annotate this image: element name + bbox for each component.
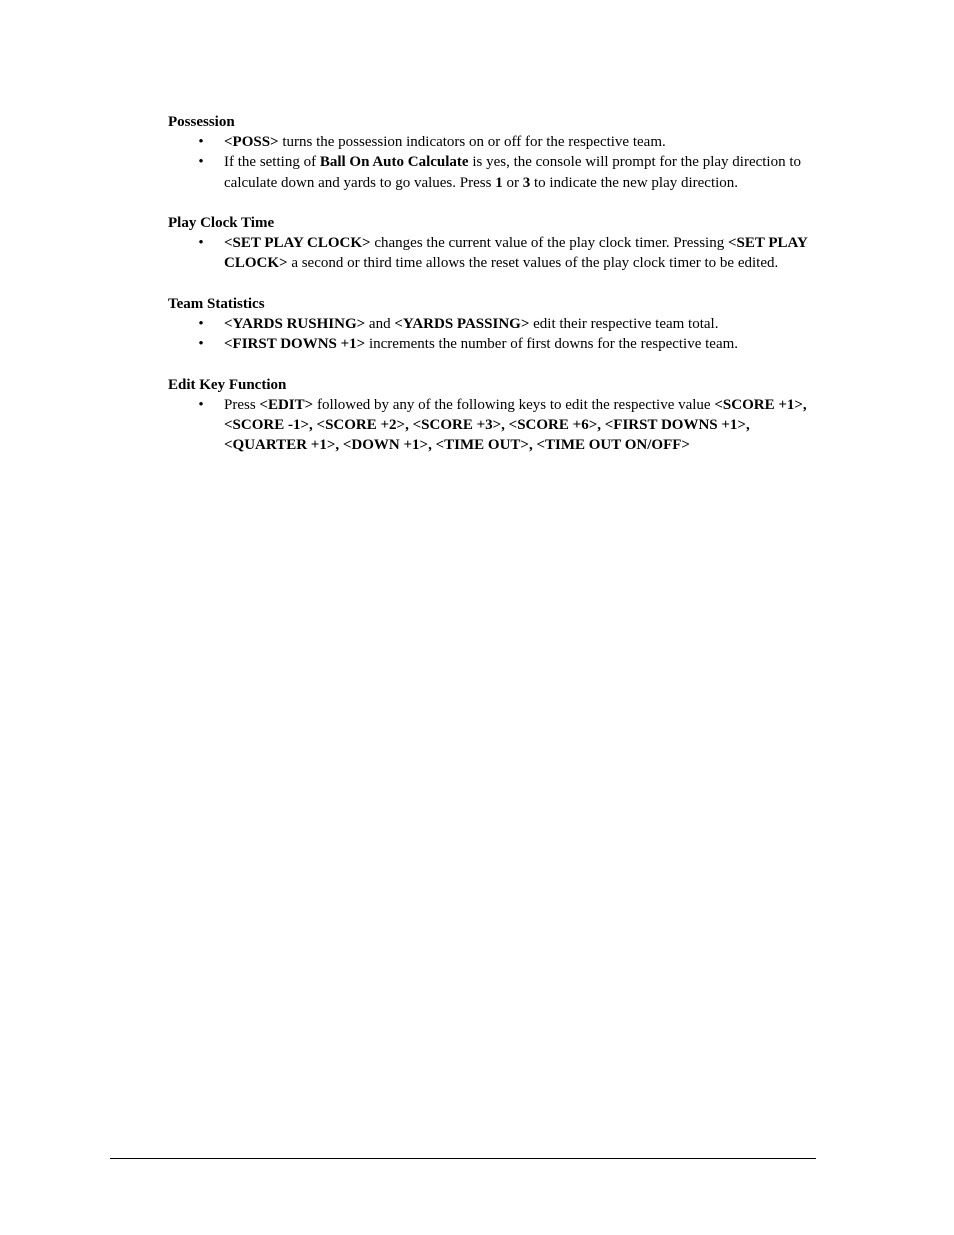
key-list: <SCORE +1>, <SCORE -1>, <SCORE +2>, <SCORE +3>, <SCORE +6>, <FIRST DOWNS +1>, <QUARTER +1>, <DOWN +1>, <TIME OUT>, <TIME OUT ON/OFF> <box>224 396 807 454</box>
section-play-clock-time <box>168 213 818 274</box>
key-label: <EDIT> <box>259 396 314 413</box>
bullet-item <box>168 152 818 192</box>
bullet-list <box>168 132 818 193</box>
bullet-text: If the setting of <box>224 154 320 171</box>
bullet-text: changes the current value of the play clock timer. Pressing <box>370 235 728 252</box>
section-edit-key-function <box>168 375 818 456</box>
document-body <box>168 112 818 476</box>
bullet-dot-icon: • <box>198 235 204 252</box>
bullet-dot-icon: • <box>198 336 204 353</box>
key-label: <SET PLAY CLOCK> <box>224 235 808 272</box>
section-possession <box>168 112 818 193</box>
bullet-text: and <box>365 316 395 332</box>
bullet-dot-icon: • <box>198 396 204 413</box>
section-heading: Possession <box>168 114 235 130</box>
bullet-text: is yes, the console will prompt for the play direction to calculate down and yards to go values. Press <box>224 154 802 191</box>
bullet-dot-icon: • <box>198 316 204 332</box>
bullet-text: increments the number of first downs for the respective team. <box>365 336 739 353</box>
section-heading: Edit Key Function <box>168 376 287 393</box>
bullet-text: followed by any of the following keys to edit the respective value <box>313 396 715 413</box>
bullet-item <box>168 334 818 354</box>
bullet-dot-icon: • <box>198 154 204 171</box>
bullet-text: Press <box>224 396 260 413</box>
bullet-item <box>168 233 818 273</box>
key-label: <YARDS RUSHING> <box>224 316 366 332</box>
section-heading: Team Statistics <box>168 295 265 312</box>
bullet-text: a second or third time allows the reset values of the play clock timer to be edited. <box>287 255 779 272</box>
bullet-text: or <box>502 174 523 191</box>
bullet-item <box>168 314 818 334</box>
bullet-dot-icon: • <box>198 134 204 151</box>
setting-name: Ball On Auto Calculate <box>319 154 469 171</box>
key-label: 1 <box>495 174 503 191</box>
bullet-list <box>168 395 818 456</box>
bullet-item <box>168 395 818 456</box>
bullet-text: to indicate the new play direction. <box>530 174 739 191</box>
key-label: <FIRST DOWNS +1> <box>224 336 366 353</box>
section-team-statistics <box>168 294 818 355</box>
key-label: <SET PLAY CLOCK> <box>224 235 371 252</box>
section-heading: Play Clock Time <box>168 215 275 231</box>
bullet-list <box>168 233 818 273</box>
footer-divider <box>110 1158 816 1159</box>
bullet-list <box>168 314 818 354</box>
bullet-text: turns the possession indicators on or off for the respective team. <box>278 134 666 151</box>
key-label: <YARDS PASSING> <box>394 316 530 332</box>
key-label: <POSS> <box>224 134 279 151</box>
bullet-item <box>168 132 818 152</box>
bullet-text: edit their respective team total. <box>529 316 719 332</box>
key-label: 3 <box>522 174 531 191</box>
